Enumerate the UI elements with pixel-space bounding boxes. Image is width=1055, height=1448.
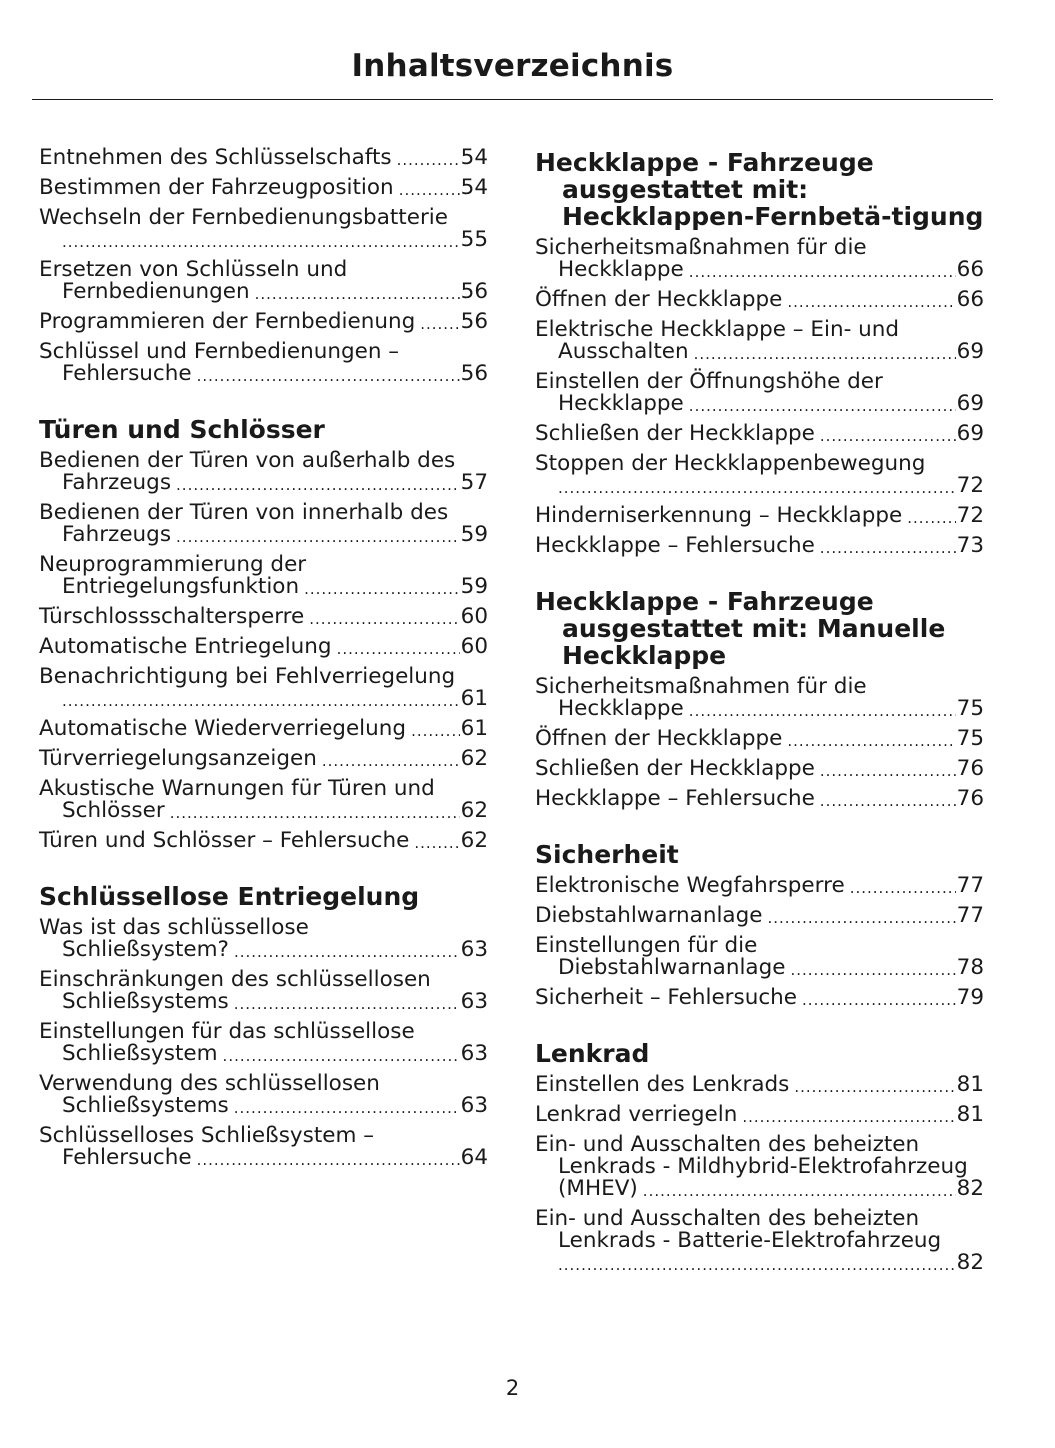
toc-entry[interactable] [39, 1125, 488, 1169]
toc-entry-last-line [39, 688, 488, 710]
section-heading: Türen und Schlösser [39, 415, 325, 444]
dot-leader [197, 1151, 460, 1169]
toc-entry-text: Sicherheitsmaßnahmen für die [535, 235, 867, 260]
toc-page-number: 61 [460, 686, 488, 711]
dot-leader [176, 476, 460, 494]
toc-entry-last-line [39, 830, 488, 852]
toc-entry-text: Programmieren der Fernbedienung [39, 309, 416, 334]
dot-leader [907, 509, 955, 527]
section-heading: Heckklappe - Fahrzeuge ausgestattet mit: Manuelle Heckklappe [535, 587, 946, 670]
toc-entry-last-line [535, 1074, 984, 1096]
toc-page-number: 60 [460, 634, 488, 659]
toc-entry-last-line [39, 1043, 488, 1065]
toc-entry[interactable] [39, 718, 488, 740]
toc-entry[interactable] [39, 778, 488, 822]
toc-entry[interactable] [39, 830, 488, 852]
toc-entry[interactable] [535, 905, 984, 927]
toc-entry[interactable] [535, 505, 984, 527]
toc-page-number: 78 [956, 955, 984, 980]
dot-leader [322, 752, 460, 770]
toc-entry-text: Wechseln der Fernbedienungsbatterie [39, 205, 448, 230]
toc-entry-last-line [535, 987, 984, 1009]
toc-entry[interactable] [39, 1073, 488, 1117]
toc-page-number: 63 [460, 989, 488, 1014]
toc-entry[interactable] [39, 450, 488, 494]
toc-entry-text: Schließsystems [62, 1093, 229, 1118]
section-heading: Sicherheit [535, 840, 679, 869]
toc-entry-text: Ein- und Ausschalten des beheizten [535, 1132, 920, 1157]
toc-entry-last-line [39, 147, 488, 169]
toc-entry-text: Entnehmen des Schlüsselschafts [39, 145, 392, 170]
toc-section [39, 147, 488, 385]
toc-entry-text: Fahrzeugs [62, 522, 172, 547]
toc-page-number: 62 [460, 798, 488, 823]
dot-leader [234, 943, 460, 961]
toc-entry-text: Schließen der Heckklappe [535, 756, 815, 781]
toc-entry-text: Stoppen der Heckklappenbewegung [535, 451, 926, 476]
toc-page-number: 79 [956, 985, 984, 1010]
dot-leader [234, 995, 460, 1013]
toc-page-number: 55 [460, 227, 488, 252]
dot-leader [820, 792, 956, 810]
dot-leader [820, 762, 956, 780]
toc-entry-last-line [535, 423, 984, 445]
toc-entry[interactable] [535, 423, 984, 445]
toc-entry-text: Bestimmen der Fahrzeugposition [39, 175, 394, 200]
toc-entry[interactable] [39, 177, 488, 199]
toc-entry-text: Akustische Warnungen für Türen und [39, 776, 435, 801]
dot-leader [787, 732, 955, 750]
toc-entry[interactable] [535, 289, 984, 311]
toc-entry-text: Schließsystem [62, 1041, 218, 1066]
section-heading: Lenkrad [535, 1039, 650, 1068]
toc-page-number: 64 [460, 1145, 488, 1170]
dot-leader [850, 879, 956, 897]
toc-entry-text: Einstellen der Öffnungshöhe der [535, 369, 883, 394]
toc-entry-text: Verwendung des schlüssellosen [39, 1071, 380, 1096]
toc-page-number: 72 [956, 503, 984, 528]
toc-entry-text: Bedienen der Türen von innerhalb des [39, 500, 449, 525]
toc-entry-text: Sicherheitsmaßnahmen für die [535, 674, 867, 699]
toc-entry[interactable] [39, 606, 488, 628]
toc-entry-last-line [39, 472, 488, 494]
toc-entry-text: Schließen der Heckklappe [535, 421, 815, 446]
toc-page-number: 66 [956, 287, 984, 312]
toc-entry[interactable] [535, 676, 984, 720]
toc-entry[interactable] [39, 502, 488, 546]
toc-entry[interactable] [535, 1134, 984, 1200]
dot-leader [304, 580, 460, 598]
dot-leader [337, 640, 460, 658]
toc-entry-last-line [39, 281, 488, 303]
page-title: Inhaltsverzeichnis [351, 48, 674, 84]
toc-entry-last-line [535, 1252, 984, 1274]
dot-leader [176, 528, 460, 546]
toc-entry[interactable] [39, 666, 488, 710]
toc-entry[interactable] [535, 788, 984, 810]
toc-entry-last-line [39, 1095, 488, 1117]
toc-entry[interactable] [535, 875, 984, 897]
toc-entry-text: Bedienen der Türen von außerhalb des [39, 448, 456, 473]
toc-entry-text: Lenkrad verriegeln [535, 1102, 738, 1127]
toc-page-number: 73 [956, 533, 984, 558]
toc-entry[interactable] [535, 1104, 984, 1126]
toc-section [39, 917, 488, 1169]
dot-leader [255, 285, 460, 303]
toc-page-number: 63 [460, 937, 488, 962]
toc-entry-last-line [535, 728, 984, 750]
toc-entry-last-line [535, 259, 984, 281]
toc-entry-text: Heckklappe [558, 696, 684, 721]
toc-page-number: 75 [956, 696, 984, 721]
toc-entry-last-line [535, 535, 984, 557]
toc-entry-text: Öffnen der Heckklappe [535, 287, 783, 312]
toc-page-number: 72 [956, 473, 984, 498]
toc-entry-text: Heckklappe – Fehlersuche [535, 533, 815, 558]
toc-entry-last-line [39, 311, 488, 333]
dot-leader [820, 427, 956, 445]
toc-entry-text: Türschlossschaltersperre [39, 604, 305, 629]
toc-page-number: 61 [460, 716, 488, 741]
toc-entry-text: Fernbedienungen [62, 279, 250, 304]
title-divider [32, 99, 993, 100]
toc-entry-last-line [39, 363, 488, 385]
toc-entry-text: Hinderniserkennung – Heckklappe [535, 503, 903, 528]
toc-entry[interactable] [39, 1021, 488, 1065]
toc-entry-text: Fehlersuche [62, 361, 192, 386]
dot-leader [643, 1182, 956, 1200]
toc-entry[interactable] [39, 341, 488, 385]
toc-page-number: 76 [956, 786, 984, 811]
dot-leader [234, 1099, 460, 1117]
toc-entry[interactable] [535, 758, 984, 780]
toc-section [535, 237, 984, 557]
toc-entry[interactable] [535, 987, 984, 1009]
toc-entry-last-line [39, 576, 488, 598]
dot-leader [790, 961, 955, 979]
toc-entry-last-line [39, 177, 488, 199]
toc-page-number: 77 [956, 903, 984, 928]
dot-leader [820, 539, 956, 557]
toc-entry[interactable] [535, 319, 984, 363]
toc-entry-text: Türverriegelungsanzeigen [39, 746, 317, 771]
dot-leader [689, 397, 956, 415]
toc-entry-text: Heckklappe [558, 257, 684, 282]
dot-leader [767, 909, 955, 927]
toc-entry-last-line [535, 505, 984, 527]
dot-leader [742, 1108, 955, 1126]
toc-page-number: 63 [460, 1041, 488, 1066]
toc-entry-text: Entriegelungsfunktion [62, 574, 300, 599]
toc-entry-text: Elektrische Heckklappe – Ein- und [535, 317, 900, 342]
dot-leader [197, 367, 460, 385]
toc-page-number: 77 [956, 873, 984, 898]
dot-leader [223, 1047, 460, 1065]
toc-entry-last-line [535, 475, 984, 497]
toc-entry-text: Schlösser [62, 798, 165, 823]
dot-leader [694, 345, 956, 363]
toc-entry-last-line [535, 1104, 984, 1126]
dot-leader [414, 834, 459, 852]
toc-entry[interactable] [39, 147, 488, 169]
toc-page-number: 56 [460, 279, 488, 304]
section-heading: Heckklappe - Fahrzeuge ausgestattet mit: Heckklappen-Fernbetä-tigung [535, 148, 984, 231]
toc-entry[interactable] [535, 371, 984, 415]
toc-left-column [39, 147, 488, 1177]
toc-page-number: 81 [956, 1102, 984, 1127]
toc-entry-text: Diebstahlwarnanlage [535, 903, 763, 928]
toc-entry-last-line [39, 718, 488, 740]
dot-leader [558, 1256, 956, 1274]
toc-entry-text: Lenkrads - Batterie-Elektrofahrzeug [558, 1228, 942, 1253]
toc-entry-text: Heckklappe – Fehlersuche [535, 786, 815, 811]
toc-entry-text: Schließsystems [62, 989, 229, 1014]
toc-entry-last-line [535, 788, 984, 810]
toc-entry-text: Elektronische Wegfahrsperre [535, 873, 845, 898]
toc-page-number: 82 [956, 1176, 984, 1201]
dot-leader [689, 263, 956, 281]
toc-section [535, 676, 984, 810]
toc-entry-last-line [535, 341, 984, 363]
toc-section [535, 875, 984, 1009]
dot-leader [411, 722, 460, 740]
toc-entry-text: Was ist das schlüssellose [39, 915, 309, 940]
toc-entry-last-line [535, 875, 984, 897]
toc-entry-last-line [39, 748, 488, 770]
dot-leader [62, 233, 460, 251]
toc-entry-text: Schlüsselloses Schließsystem – [39, 1123, 375, 1148]
toc-section [535, 1074, 984, 1274]
toc-entry-last-line [535, 905, 984, 927]
toc-page-number: 69 [956, 339, 984, 364]
toc-entry-text: Einstellungen für das schlüssellose [39, 1019, 415, 1044]
toc-page-number: 59 [460, 574, 488, 599]
toc-page-number: 57 [460, 470, 488, 495]
toc-entry[interactable] [535, 1208, 984, 1274]
toc-entry[interactable] [39, 748, 488, 770]
toc-page-number: 75 [956, 726, 984, 751]
toc-entry-text: Neuprogrammierung der [39, 552, 307, 577]
toc-entry-text: Einschränkungen des schlüssellosen [39, 967, 431, 992]
dot-leader [397, 151, 460, 169]
toc-entry[interactable] [39, 636, 488, 658]
toc-entry-last-line [535, 698, 984, 720]
toc-entry[interactable] [39, 259, 488, 303]
toc-entry[interactable] [535, 935, 984, 979]
toc-entry-text: (MHEV) [558, 1176, 638, 1201]
toc-entry[interactable] [535, 453, 984, 497]
dot-leader [420, 315, 459, 333]
toc-entry-text: Automatische Wiederverriegelung [39, 716, 407, 741]
toc-entry-text: Ersetzen von Schlüsseln und [39, 257, 348, 282]
toc-page-number: 62 [460, 828, 488, 853]
toc-entry[interactable] [535, 237, 984, 281]
toc-page-number: 82 [956, 1250, 984, 1275]
toc-entry[interactable] [39, 917, 488, 961]
dot-leader [787, 293, 955, 311]
toc-right-column [535, 147, 984, 1282]
toc-entry-last-line [535, 393, 984, 415]
toc-page-number: 59 [460, 522, 488, 547]
toc-entry-text: Türen und Schlösser – Fehlersuche [39, 828, 410, 853]
toc-entry-last-line [39, 524, 488, 546]
toc-entry-last-line [535, 957, 984, 979]
toc-entry-last-line [39, 606, 488, 628]
toc-entry-text: Öffnen der Heckklappe [535, 726, 783, 751]
toc-page-number: 66 [956, 257, 984, 282]
toc-entry-text: Einstellungen für die [535, 933, 758, 958]
dot-leader [309, 610, 459, 628]
toc-entry-last-line [39, 636, 488, 658]
dot-leader [794, 1078, 955, 1096]
toc-entry-text: Schlüssel und Fernbedienungen – [39, 339, 400, 364]
toc-section [39, 450, 488, 852]
dot-leader [802, 991, 956, 1009]
dot-leader [558, 479, 956, 497]
toc-page-number: 63 [460, 1093, 488, 1118]
dot-leader [62, 692, 460, 710]
dot-leader [170, 804, 460, 822]
toc-entry-text: Heckklappe [558, 391, 684, 416]
toc-entry-last-line [39, 939, 488, 961]
toc-entry-last-line [39, 229, 488, 251]
toc-entry-last-line [535, 758, 984, 780]
toc-page-number: 54 [460, 175, 488, 200]
toc-entry-text: Ausschalten [558, 339, 689, 364]
toc-entry[interactable] [39, 969, 488, 1013]
toc-page-number: 76 [956, 756, 984, 781]
toc-page-number: 81 [956, 1072, 984, 1097]
toc-entry-last-line [39, 800, 488, 822]
toc-entry-text: Benachrichtigung bei Fehlverriegelung [39, 664, 456, 689]
toc-entry-last-line [39, 991, 488, 1013]
section-heading: Schlüssellose Entriegelung [39, 882, 420, 911]
toc-page-number: 69 [956, 421, 984, 446]
toc-page-number: 60 [460, 604, 488, 629]
toc-page-number: 62 [460, 746, 488, 771]
toc-entry-text: Sicherheit – Fehlersuche [535, 985, 798, 1010]
toc-entry-text: Ein- und Ausschalten des beheizten [535, 1206, 920, 1231]
dot-leader [689, 702, 956, 720]
toc-entry[interactable] [39, 311, 488, 333]
toc-entry-text: Lenkrads - Mildhybrid-Elektrofahrzeug [558, 1154, 968, 1179]
toc-entry[interactable] [535, 1074, 984, 1096]
toc-entry-last-line [39, 1147, 488, 1169]
page-number: 2 [505, 1376, 520, 1400]
toc-page-number: 56 [460, 361, 488, 386]
toc-entry[interactable] [39, 207, 488, 251]
toc-entry-last-line [535, 289, 984, 311]
toc-entry[interactable] [535, 535, 984, 557]
toc-entry-last-line [535, 1178, 984, 1200]
dot-leader [399, 181, 460, 199]
toc-entry-text: Fehlersuche [62, 1145, 192, 1170]
toc-entry-text: Fahrzeugs [62, 470, 172, 495]
toc-entry[interactable] [535, 728, 984, 750]
toc-page-number: 56 [460, 309, 488, 334]
toc-page-number: 54 [460, 145, 488, 170]
toc-page-number: 69 [956, 391, 984, 416]
toc-entry-text: Einstellen des Lenkrads [535, 1072, 790, 1097]
toc-entry-text: Automatische Entriegelung [39, 634, 332, 659]
toc-entry-text: Schließsystem? [62, 937, 229, 962]
toc-entry-text: Diebstahlwarnanlage [558, 955, 786, 980]
toc-entry[interactable] [39, 554, 488, 598]
